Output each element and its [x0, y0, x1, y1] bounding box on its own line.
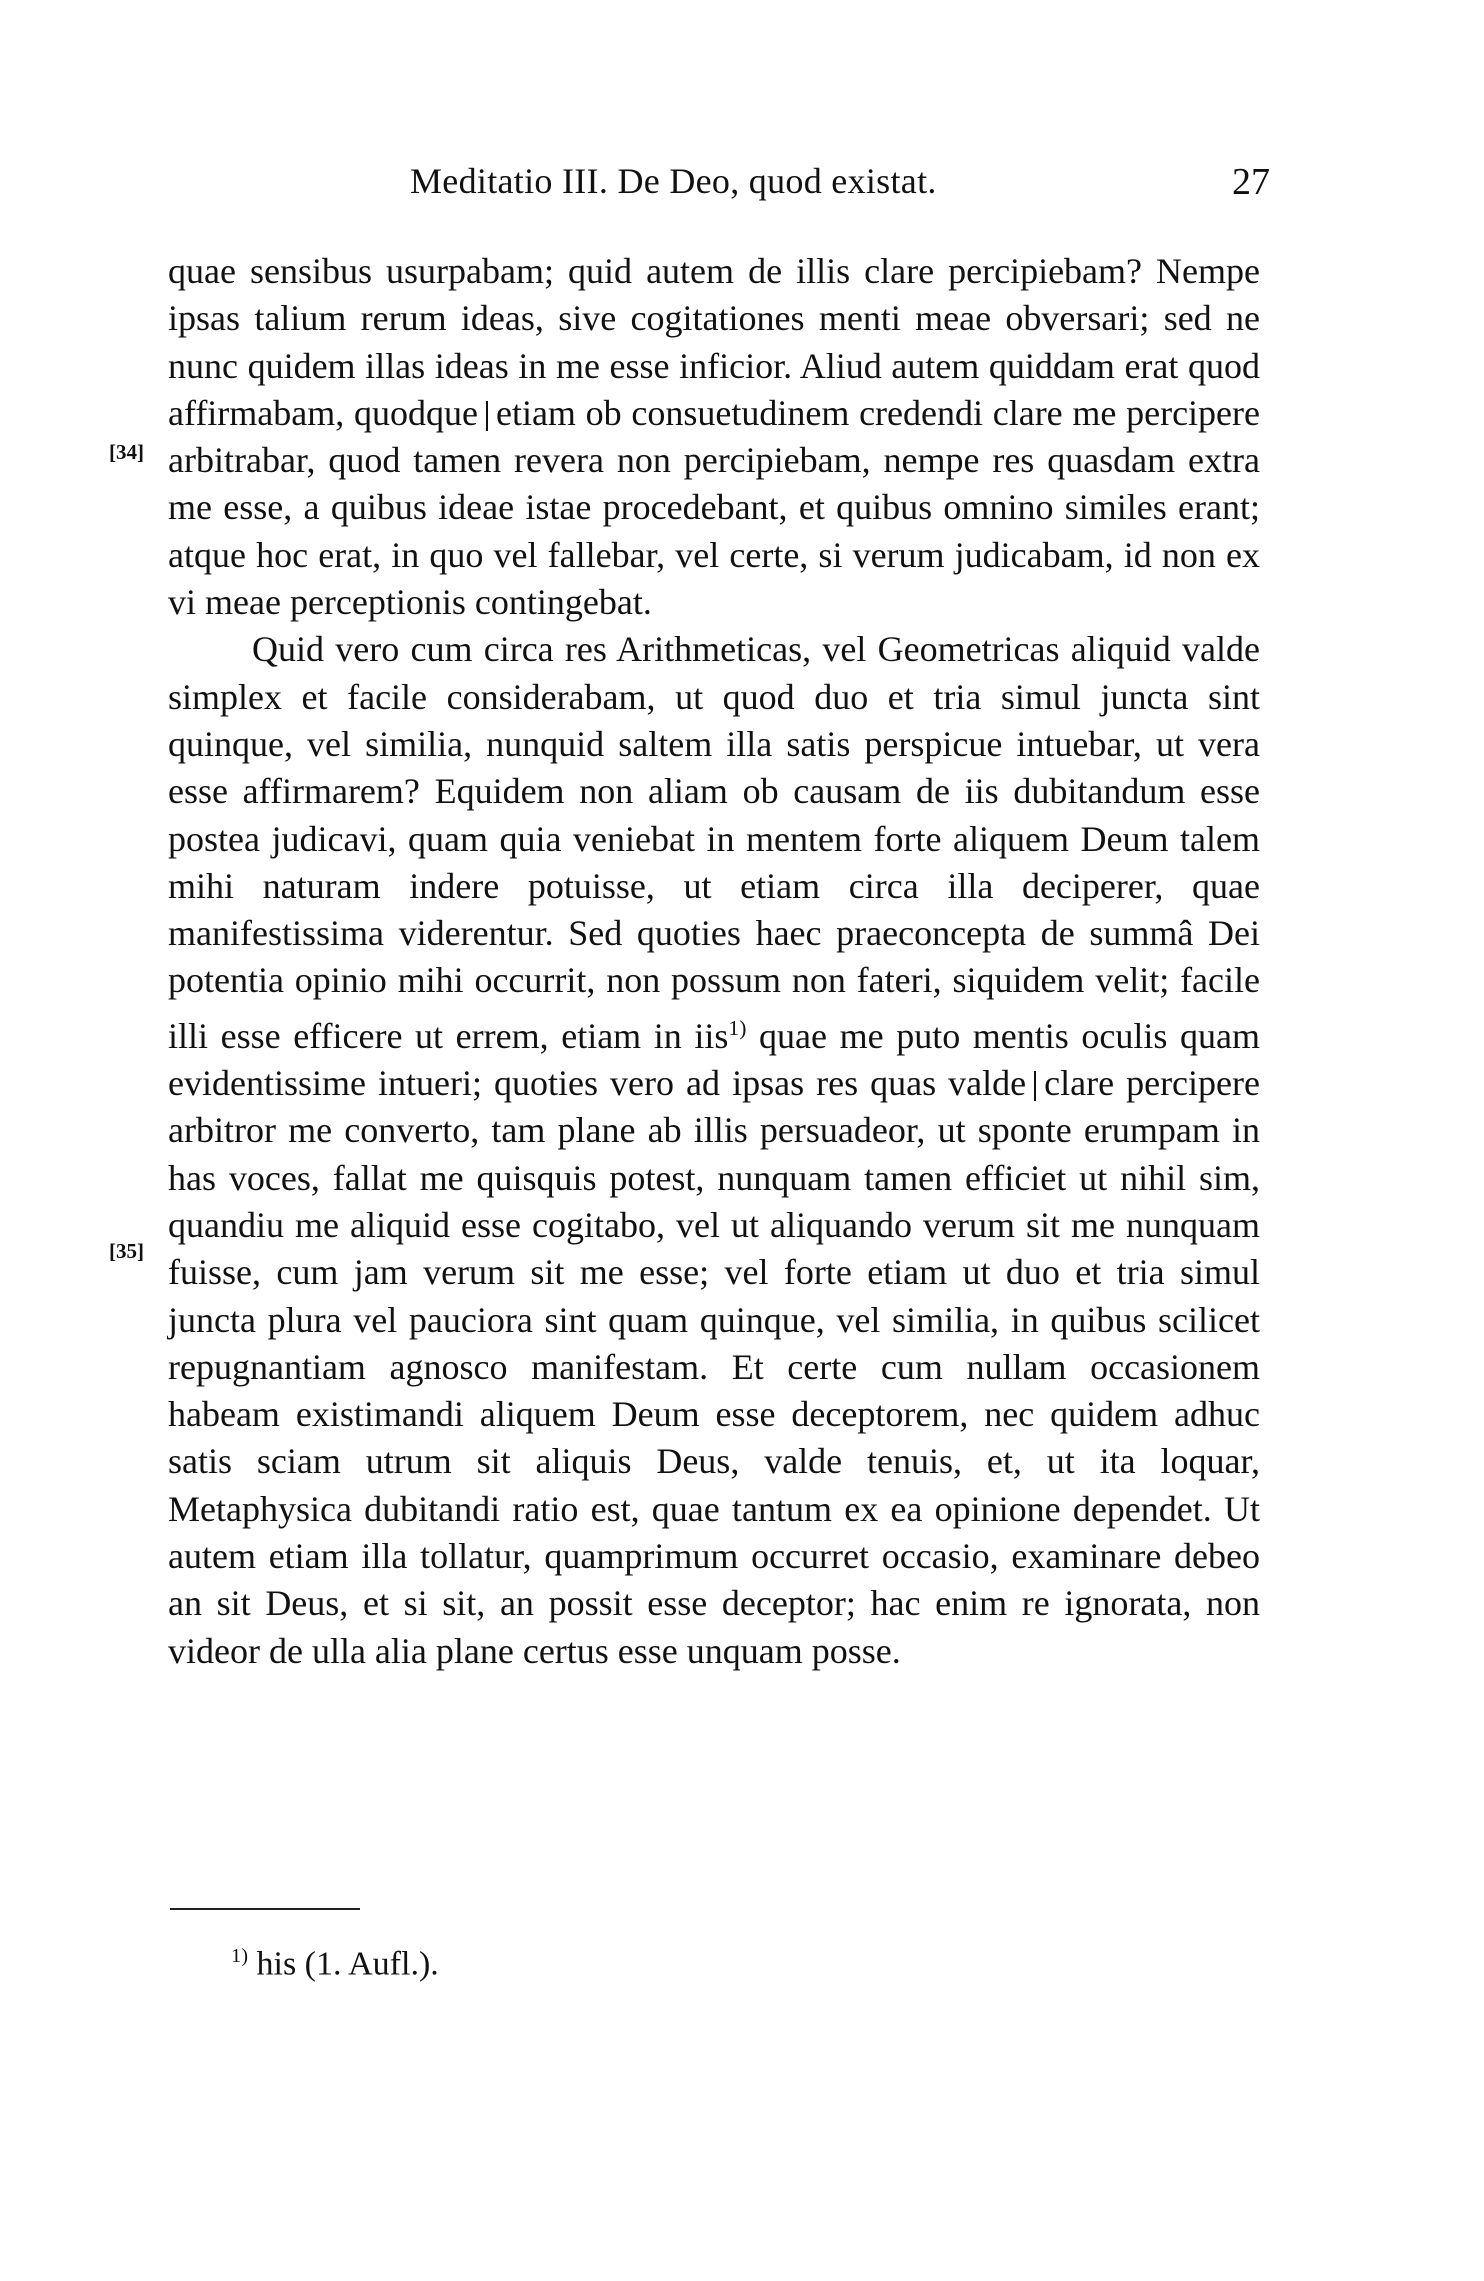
paragraph-1-part-2: etiam ob consuetudinem credendi clare me percipere arbitrabar, quod tamen revera non percipiebam, nempe res quasdam extra me esse, a quibus ideae istae procedebant, et quibus omnino similes erant; atque hoc erat, in quo vel fallebar, vel certe, si verum judicabam, id non ex vi meae perceptionis contingebat.: [168, 392, 1261, 623]
footnote: [231, 1945, 439, 1983]
paragraph-1-part-1: quae sensibus usurpabam; quid autem de illis clare percipiebam? Nempe ipsas talium rerum ideas, sive cogitationes menti meae obversari; sed ne nunc quidem illas ideas in me esse inficior. Aliud autem quiddam erat quod affirmabam, quodque: [168, 251, 1260, 433]
body-text: [168, 248, 1260, 1675]
page-break-marker: [486, 401, 488, 431]
paragraph-2-part-2: quae me puto mentis oculis quam evidentissime intueri; quoties vero ad ipsas res quas valde: [168, 1015, 1260, 1104]
footnote-reference: 1): [728, 1015, 747, 1040]
page-number: 27: [1232, 161, 1270, 203]
page-break-marker: [1034, 1071, 1036, 1101]
paragraph-2-part-3: clare percipere arbitror me converto, tam plane ab illis persuadeor, ut sponte erumpam in has voces, fallat me quisquis potest, nunquam tamen efficiet ut nihil sim, quandiu me aliquid esse cogitabo, vel ut aliquando verum sit me nunquam fuisse, cum jam verum sit me esse; vel forte etiam ut duo et tria simul juncta plura vel pauciora sint quam quinque, vel similia, in quibus scilicet repugnantiam agnosco manifestam. Et certe cum nullam occasionem habeam existimandi aliquem Deum esse deceptorem, nec quidem adhuc satis sciam utrum sit aliquis Deus, valde tenuis, et, ut ita loquar, Metaphysica dubitandi ratio est, quae tantum ex ea opinione dependet. Ut autem etiam illa tollatur, quamprimum occurret occasio, examinare debeo an sit Deus, et si sit, an possit esse deceptor; hac enim re ignorata, non videor de ulla alia plane certus esse unquam posse.: [168, 1063, 1260, 1671]
margin-ref-34: [34]: [109, 440, 144, 464]
running-header: [410, 160, 1270, 220]
header-title: Meditatio III. De Deo, quod existat.: [410, 161, 937, 201]
footnote-marker: 1): [231, 1945, 248, 1967]
margin-ref-35: [35]: [109, 1239, 144, 1263]
footnote-rule: [170, 1908, 360, 1910]
paragraph-1: [168, 248, 1260, 626]
paragraph-2-part-1: Quid vero cum circa res Arithmeticas, vel Geometricas aliquid valde simplex et facile considerabam, ut quod duo et tria simul juncta sint quinque, vel similia, nunquid saltem illa satis perspicue intuebar, ut vera esse affirmarem? Equidem non aliam ob causam de iis dubitandum esse postea judicavi, quam quia veniebat in mentem forte aliquem Deum talem mihi naturam indere potuisse, ut etiam circa illa deciperer, quae manifestissima viderentur. Sed quoties haec praeconcepta de summâ Dei potentia opinio mihi occurrit, non possum non fateri, siquidem velit; facile illi esse efficere ut errem, etiam in iis: [168, 629, 1260, 1056]
paragraph-2: [168, 626, 1260, 1675]
footnote-text: his (1. Aufl.).: [248, 1945, 439, 1983]
